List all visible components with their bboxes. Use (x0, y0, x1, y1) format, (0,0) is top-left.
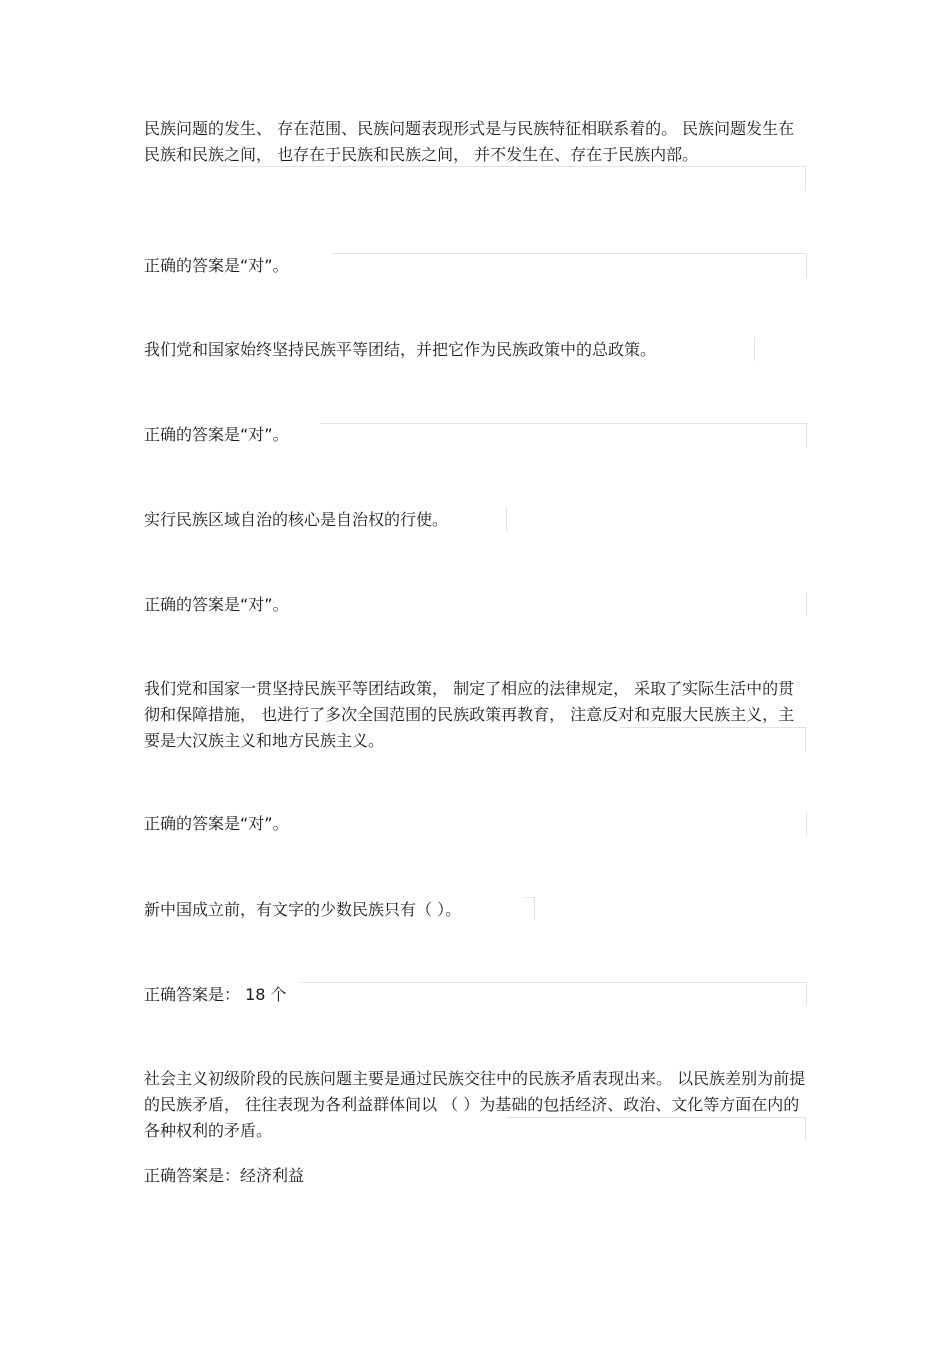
frame-line (490, 507, 507, 531)
question-text: 实行民族区域自治的核心是自治权的行使。 (144, 510, 449, 529)
question-text: 我们党和国家始终坚持民族平等团结，并把它作为民族政策中的总政策。 (144, 340, 657, 359)
question-text: 社会主义初级阶段的民族问题主要是通过民族交往中的民族矛盾表现出来。 以民族差别为前提的民族矛盾， 往往表现为各利益群体间以 （ ）为基础的包括经济、政治、文化等方面在内的各种权利的矛盾。 (144, 1069, 806, 1140)
frame-line (524, 897, 535, 920)
frame-line (790, 812, 807, 836)
answer-text: 正确的答案是“对”。 (144, 814, 289, 833)
answer-text: 正确答案是： 18 个 (144, 985, 287, 1004)
question-text: 新中国成立前，有文字的少数民族只有（ ）。 (144, 900, 462, 919)
frame-line (320, 423, 807, 448)
answer-text: 正确的答案是“对”。 (144, 595, 289, 614)
frame-line (300, 982, 807, 1005)
frame-line (790, 592, 807, 616)
answer-text: 正确的答案是“对”。 (144, 425, 289, 444)
question-text: 我们党和国家一贯坚持民族平等团结政策， 制定了相应的法律规定， 采取了实际生活中的贯彻和保障措施， 也进行了多次全国范围的民族政策再教育， 注意反对和克服大民族主义，主要是大汉族主义和地方民族主义。 (144, 679, 795, 750)
question-text: 民族问题的发生、 存在范围、民族问题表现形式是与民族特征相联系着的。 民族问题发生在民族和民族之间， 也存在于民族和民族之间， 并不发生在、存在于民族内部。 (144, 119, 795, 164)
frame-line (333, 253, 807, 278)
answer-text: 正确的答案是“对”。 (144, 256, 289, 275)
frame-line (220, 166, 806, 191)
answer-text: 正确答案是：经济利益 (144, 1166, 305, 1185)
frame-line (730, 337, 755, 361)
